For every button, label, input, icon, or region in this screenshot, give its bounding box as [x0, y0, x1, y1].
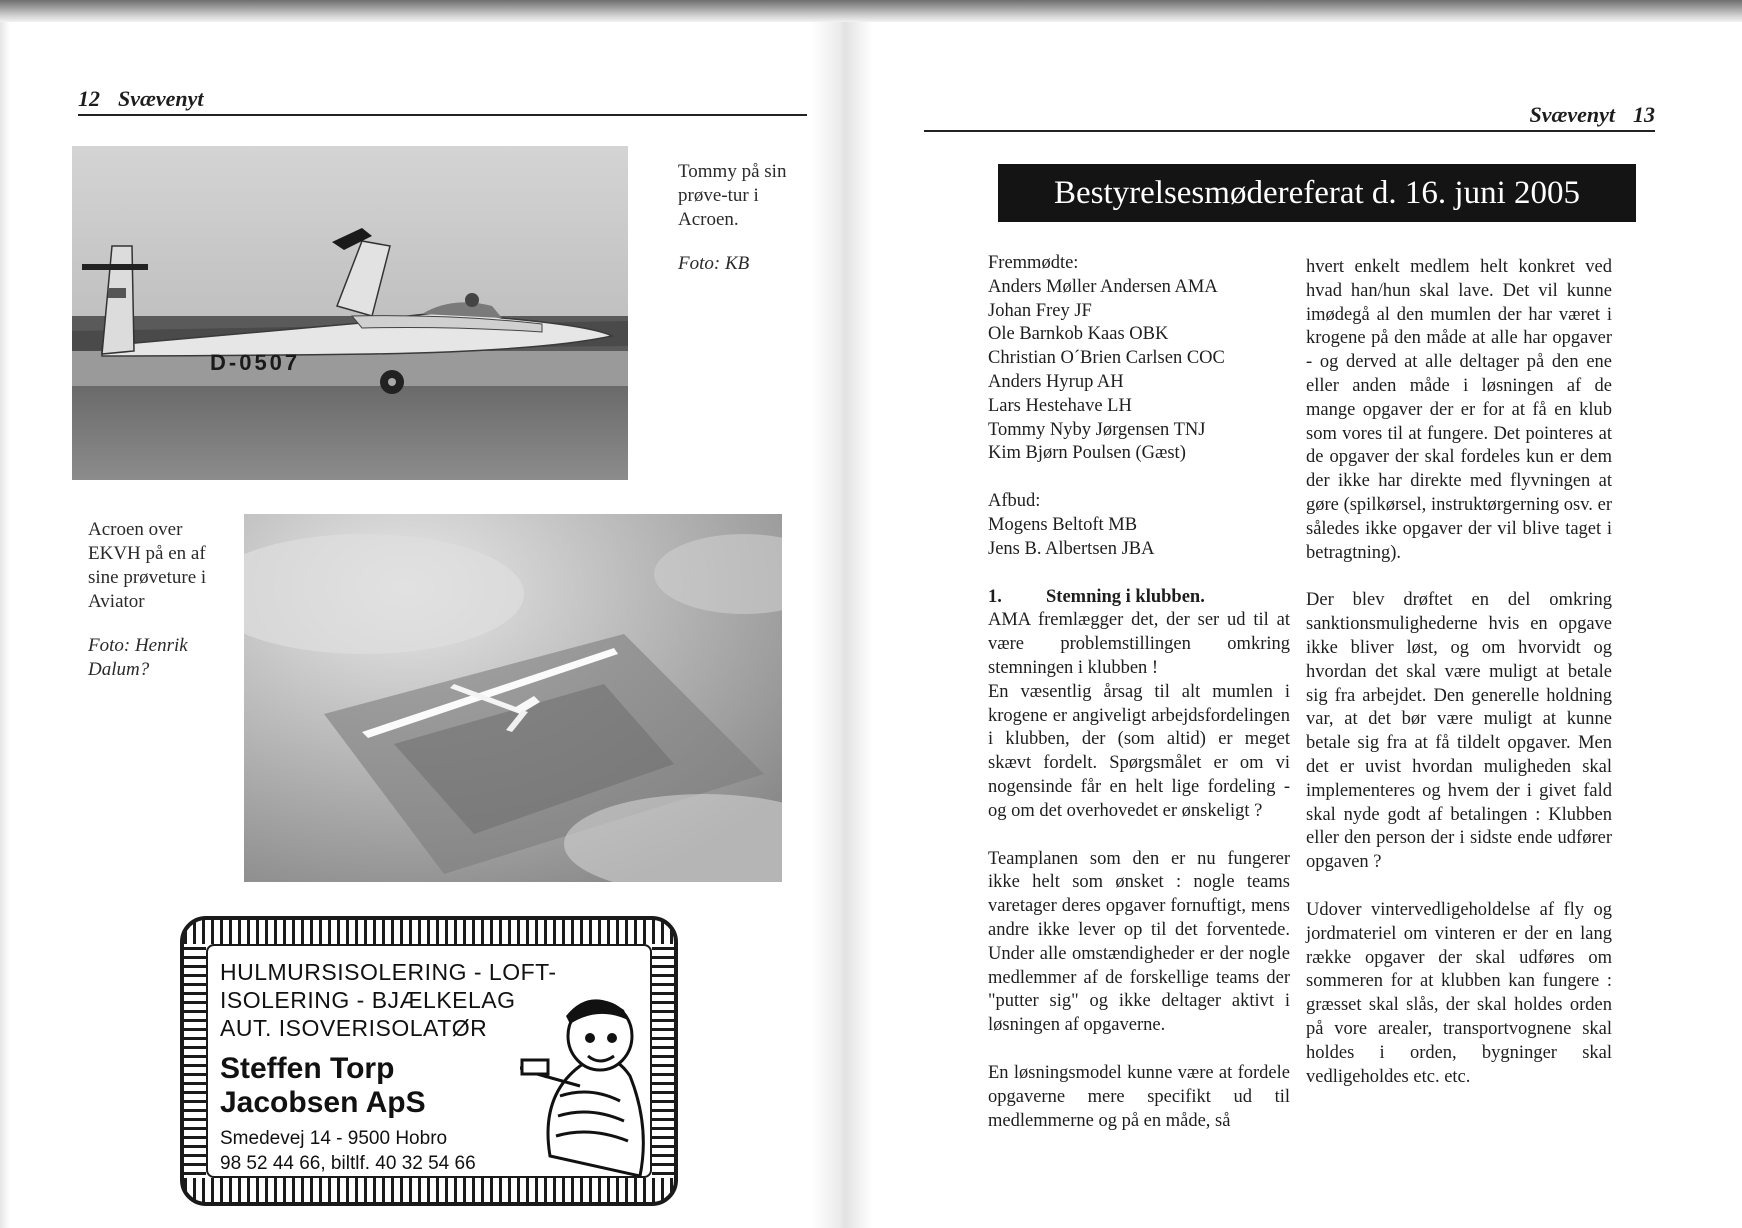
ad-service-line: AUT. ISOVERISOLATØR [220, 1015, 488, 1041]
glider-in-flight-photo [244, 514, 782, 882]
absent-member: Jens B. Albertsen JBA [988, 538, 1155, 559]
ad-company-name: Steffen Torp [220, 1052, 395, 1085]
caption-bottom-credit: Foto: Henrik Dalum? [88, 635, 188, 680]
present-member: Johan Frey JF [988, 300, 1092, 321]
caption-bottom-text: Acroen over EKVH på en af sine prøveture i Aviator [88, 519, 207, 612]
ad-text-block [220, 958, 560, 1176]
insulation-advertisement [180, 916, 678, 1206]
ad-company-name: Jacobsen ApS [220, 1086, 426, 1119]
body-paragraph: Teamplanen som den er nu fungerer ikke helt som ønsket : nogle teams varetager deres opgaver fornuftigt, mens andre ikke lever op til det forventede. Under alle omstændigheder er der nogle medlemmer af de forskellige teams der "putter sig" og ikke deltager aktivt i løsningen af opgaverne. [988, 848, 1290, 1036]
insulation-worker-mascot-icon [520, 976, 660, 1186]
body-paragraph: Der blev drøftet en del omkring sanktionsmulighederne hvis en opgave ikke bliver løst, og om hvorvidt og hvordan det skal være muligt at betale sig fra arbejdet. Den generelle holdning var, at det bør være muligt at kunne betale sig fra at få tildelt opgaver. Men det er uvist hvordan muligheden skal implementeres og hvem der i givet fald skal nyde godt af betalingen : Klubben eller den person der i sidste ende udfører opgaven ? [1306, 590, 1612, 873]
spine-gutter [812, 22, 872, 1228]
section-heading [988, 586, 1290, 610]
photo-caption-top [678, 160, 788, 276]
body-paragraph: En væsentlig årsag til alt mumlen i krogene er angiveligt arbejdsfordelingen i klubben, der (som altid) er meget skævt fordelt. Spørgsmålet er om vi nogensinde får en helt lige fordeling - og om det overhovedet er ønskeligt ? [988, 681, 1290, 821]
glider-on-runway-photo [72, 146, 628, 480]
body-paragraph: En løsningsmodel kunne være at fordele opgaverne mere specifikt ud til medlemmerne og på en måde, så [988, 1062, 1290, 1131]
running-title-left: Svævenyt [118, 86, 204, 111]
present-member: Christian O´Brien Carlsen COC [988, 348, 1225, 369]
photo-caption-bottom [88, 518, 208, 682]
body-paragraph: Udover vintervedligeholdelse af fly og jordmateriel om vinteren er der en lang række opgaver der skal udføres om sommeren for at klubben kan fungere : græsset skal slås, der skal holdes orden på vore arealer, transportvognene skal holdes i orden, bygninger skal vedligeholdes etc. etc. [1306, 899, 1612, 1087]
body-paragraph: hvert enkelt medlem helt konkret ved hvad han/hun skal lave. Det vil kunne imødegå al den mumlen der har været i krogene på den måde at alle har opgaver - og derved at alle deltager på den ene eller anden måde i løsningen af de mange opgaver der er for at få en klub som vores til at fungere. Det pointeres at de opgaver der skal fordeles kun er dem der ikke har direkte med flyvningen at gøre (spilkørsel, instruktørgerning osv. er således ikke opgaver der vil blive taget i betragtning). [1306, 257, 1612, 563]
page-top-shadow [0, 0, 1742, 22]
present-member: Kim Bjørn Poulsen (Gæst) [988, 443, 1186, 464]
present-member: Anders Møller Andersen AMA [988, 276, 1218, 297]
caption-top-text: Tommy på sin prøve-tur i Acroen. [678, 161, 787, 230]
page-number-left: 12 [78, 86, 100, 111]
section-title: Stemning i klubben. [1046, 586, 1205, 607]
article-title: Bestyrelsesmødereferat d. 16. juni 2005 [998, 164, 1636, 222]
body-paragraph: AMA fremlægger det, der ser ud til at være problemstillingen omkring stemningen i klubben ! [988, 610, 1290, 678]
caption-top-credit: Foto: KB [678, 253, 750, 274]
running-title-right: Svævenyt [1529, 102, 1615, 127]
running-head-left [78, 84, 807, 116]
ad-address: Smedevej 14 - 9500 Hobro [220, 1128, 448, 1149]
article-column-2 [1306, 256, 1612, 1089]
ad-phone: 98 52 44 66, biltlf. 40 32 54 66 [220, 1153, 476, 1174]
present-member: Anders Hyrup AH [988, 371, 1124, 392]
registration-marking: D-0507 [210, 350, 301, 375]
running-head-right [924, 100, 1655, 132]
absent-member: Mogens Beltoft MB [988, 514, 1138, 535]
page-left-edge [0, 22, 10, 1228]
present-member: Tommy Nyby Jørgensen TNJ [988, 419, 1206, 440]
page-number-right: 13 [1633, 102, 1655, 127]
absent-label: Afbud: [988, 491, 1041, 512]
present-member: Ole Barnkob Kaas OBK [988, 324, 1169, 345]
present-member: Lars Hestehave LH [988, 395, 1132, 416]
ad-service-line: HULMURSISOLERING - LOFT- [220, 959, 557, 985]
section-number: 1. [988, 586, 1002, 607]
present-label: Fremmødte: [988, 253, 1079, 273]
article-column-1 [988, 252, 1290, 1133]
ad-service-line: ISOLERING - BJÆLKELAG [220, 987, 516, 1013]
